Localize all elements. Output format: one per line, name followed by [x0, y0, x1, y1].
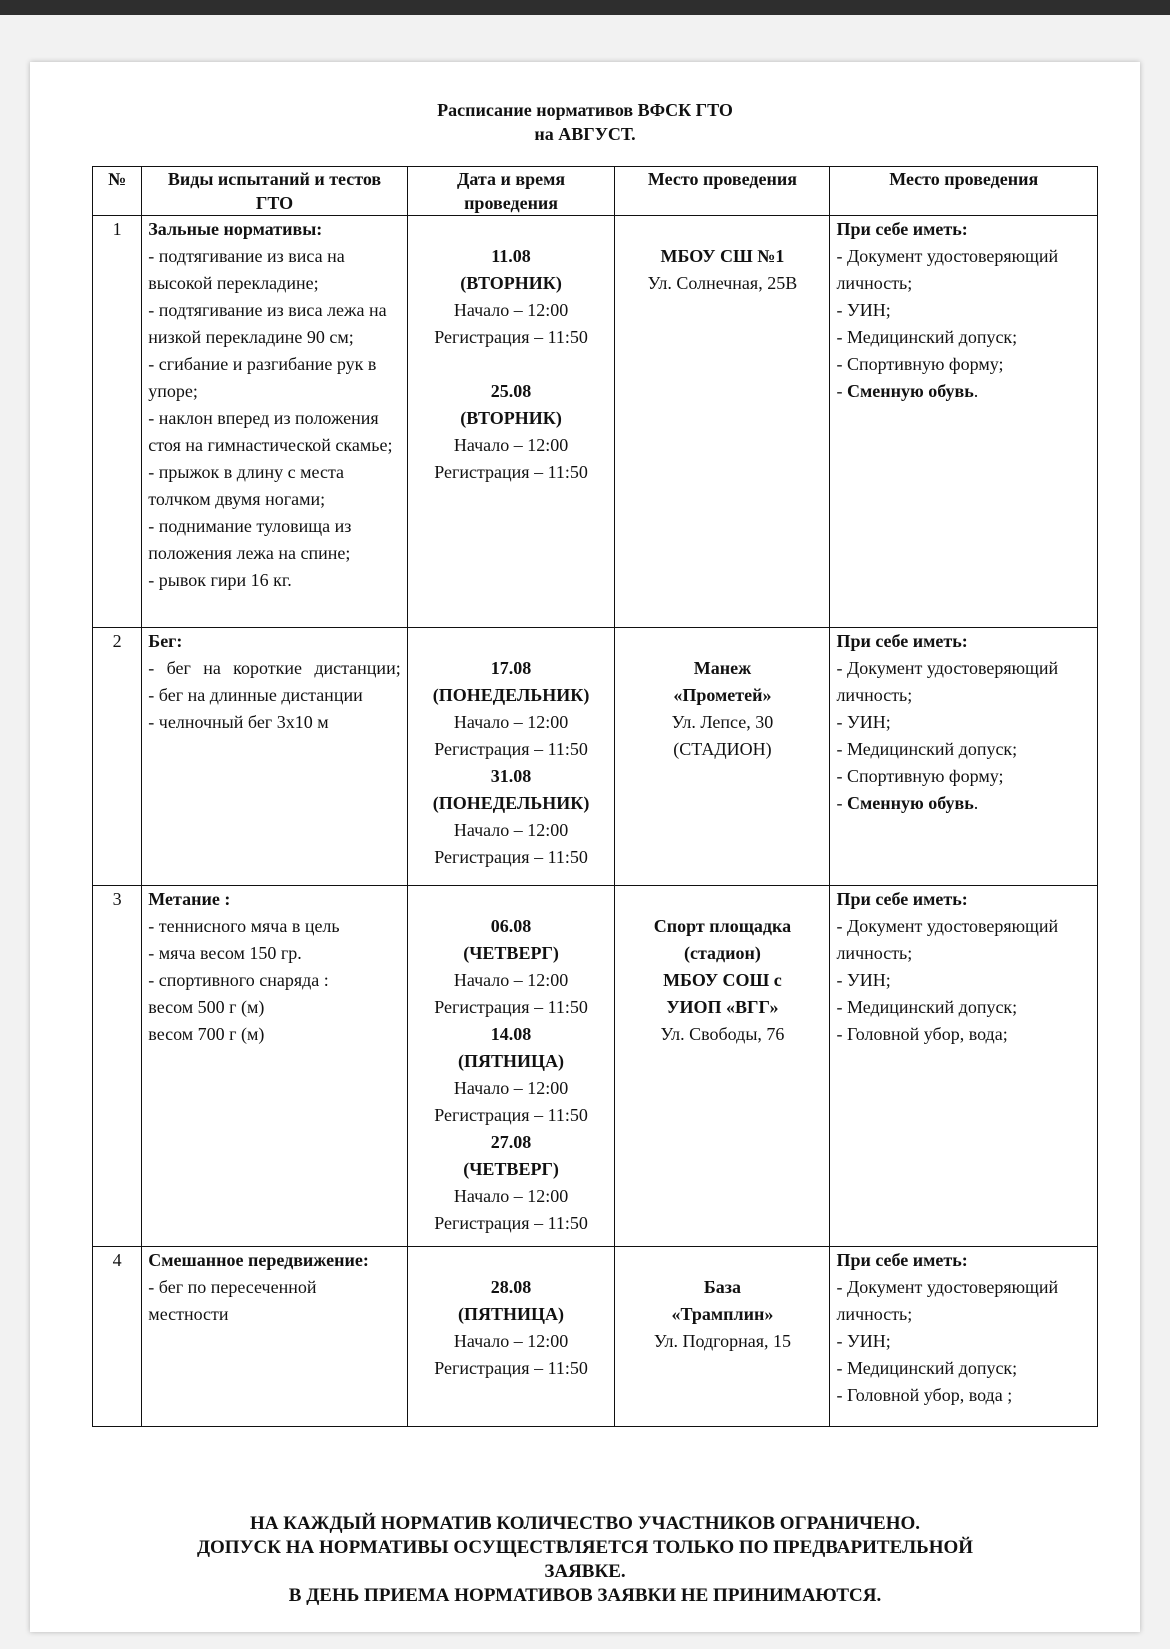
venue-cell: [615, 216, 830, 628]
spacer: [621, 1247, 823, 1274]
bring-item: - Медицинский допуск;: [836, 997, 1018, 1017]
bring-item-shoes: [836, 790, 1091, 817]
test-category: Зальные нормативы:: [148, 219, 323, 239]
venue-name: (стадион): [683, 943, 761, 963]
session-registration-time: Регистрация – 11:50: [434, 739, 588, 759]
bring-item: - Медицинский допуск;: [836, 739, 1018, 759]
session-date: 25.08: [490, 381, 532, 401]
bring-item: - Головной убор, вода ;: [836, 1385, 1013, 1405]
document-title: [30, 98, 1140, 146]
session-start-time: Начало – 12:00: [453, 1078, 569, 1098]
bring-item: - Спортивную форму;: [836, 766, 1004, 786]
row-number: 4: [93, 1247, 142, 1427]
bring-title: При себе иметь:: [836, 631, 968, 651]
session-registration-time: Регистрация – 11:50: [434, 1358, 588, 1378]
test-item: - челночный бег 3х10 м: [148, 712, 329, 732]
session-registration-time: Регистрация – 11:50: [434, 462, 588, 482]
bring-title: При себе иметь:: [836, 219, 968, 239]
test-item: - наклон вперед из положения стоя на гимнастической скамье;: [148, 408, 393, 455]
title-line-1: Расписание нормативов ВФСК ГТО: [437, 100, 733, 120]
session-weekday: (ПОНЕДЕЛЬНИК): [432, 685, 590, 705]
venue-address: Ул. Лепсе, 30: [671, 712, 774, 732]
test-item: - поднимание туловища из положения лежа на спине;: [148, 516, 352, 563]
test-item: - подтягивание из виса на высокой перекладине;: [148, 246, 345, 293]
test-item: - прыжок в длину с места толчком двумя ногами;: [148, 462, 345, 509]
bring-period: .: [973, 381, 979, 401]
notice-line-2: ДОПУСК НА НОРМАТИВЫ ОСУЩЕСТВЛЯЕТСЯ ТОЛЬКО ПО ПРЕДВАРИТЕЛЬНОЙ ЗАЯВКЕ.: [196, 1537, 974, 1582]
session-weekday: (ПЯТНИЦА): [458, 1051, 565, 1071]
bring-item-shoes: [836, 378, 1091, 405]
table-row: [93, 1247, 1098, 1427]
test-item: весом 700 г (м): [148, 1024, 265, 1044]
test-item: - мяча весом 150 гр.: [148, 943, 302, 963]
datetime-cell: [407, 1247, 615, 1427]
table-header-row: [93, 167, 1098, 216]
session-start-time: Начало – 12:00: [453, 1331, 569, 1351]
bring-item: - Спортивную форму;: [836, 354, 1004, 374]
venue-address: Ул. Свободы, 76: [660, 1024, 785, 1044]
test-cell: [142, 886, 407, 1247]
session-date: 28.08: [490, 1277, 532, 1297]
test-item: - бег на короткие дистанции;: [148, 658, 401, 678]
venue-cell: [615, 886, 830, 1247]
session-weekday: (ЧЕТВЕРГ): [463, 943, 559, 963]
session-date: 06.08: [490, 916, 532, 936]
spacer: [414, 216, 609, 243]
header-num: №: [93, 167, 142, 216]
row-number: 3: [93, 886, 142, 1247]
session-start-time: Начало – 12:00: [453, 1186, 569, 1206]
session-start-time: Начало – 12:00: [453, 435, 569, 455]
test-cell: [142, 216, 407, 628]
title-line-2: на АВГУСТ.: [534, 124, 636, 144]
spacer: [621, 628, 823, 655]
test-category: Метание :: [148, 889, 231, 909]
session-registration-time: Регистрация – 11:50: [434, 1105, 588, 1125]
bring-item: - УИН;: [836, 970, 891, 990]
test-item: - спортивного снаряда :: [148, 970, 329, 990]
bring-item: - УИН;: [836, 1331, 891, 1351]
venue-cell: [615, 628, 830, 886]
venue-name: «Трамплин»: [671, 1304, 774, 1324]
test-item: весом 500 г (м): [148, 997, 265, 1017]
test-item: - бег по пересеченной местности: [148, 1277, 317, 1324]
bring-period: .: [973, 793, 979, 813]
header-tests: Виды испытаний и тестов ГТО: [142, 167, 407, 216]
session-weekday: (ПОНЕДЕЛЬНИК): [432, 793, 590, 813]
header-place: Место проведения: [615, 167, 830, 216]
bring-title: При себе иметь:: [836, 889, 968, 909]
session-date: 17.08: [490, 658, 532, 678]
venue-name: МБОУ СОШ с: [663, 970, 782, 990]
bring-item: - Документ удостоверяющий личность;: [836, 246, 1059, 293]
bring-cell: [830, 628, 1098, 886]
session-date: 11.08: [491, 246, 531, 266]
bring-shoes-text: Сменную обувь: [846, 381, 974, 401]
bring-cell: [830, 216, 1098, 628]
test-item: - теннисного мяча в цель: [148, 916, 340, 936]
session-start-time: Начало – 12:00: [453, 300, 569, 320]
bring-dash: -: [836, 381, 847, 401]
test-item: - рывок гири 16 кг.: [148, 570, 292, 590]
venue-name: МБОУ СШ №1: [660, 246, 785, 266]
session-weekday: (ПЯТНИЦА): [458, 1304, 565, 1324]
notice-line-3: В ДЕНЬ ПРИЕМА НОРМАТИВОВ ЗАЯВКИ НЕ ПРИНИМАЮТСЯ.: [288, 1585, 882, 1606]
spacer: [414, 886, 609, 913]
session-date: 14.08: [490, 1024, 532, 1044]
test-category: Бег:: [148, 631, 183, 651]
bring-item: - Документ удостоверяющий личность;: [836, 658, 1059, 705]
session-start-time: Начало – 12:00: [453, 712, 569, 732]
session-weekday: (ЧЕТВЕРГ): [463, 1159, 559, 1179]
venue-name: База: [703, 1277, 741, 1297]
spacer: [414, 628, 609, 655]
test-cell: [142, 628, 407, 886]
venue-address: Ул. Подгорная, 15: [653, 1331, 792, 1351]
datetime-cell: [407, 628, 615, 886]
session-date: 27.08: [490, 1132, 532, 1152]
venue-address: (СТАДИОН): [673, 739, 772, 759]
bring-item: - УИН;: [836, 712, 891, 732]
notice-line-1: НА КАЖДЫЙ НОРМАТИВ КОЛИЧЕСТВО УЧАСТНИКОВ ОГРАНИЧЕНО.: [249, 1513, 921, 1534]
spacer: [621, 886, 823, 913]
bring-item: - УИН;: [836, 300, 891, 320]
test-item: - сгибание и разгибание рук в упоре;: [148, 354, 377, 401]
spacer: [621, 216, 823, 243]
bring-shoes-text: Сменную обувь: [846, 793, 974, 813]
venue-address: Ул. Солнечная, 25В: [647, 273, 798, 293]
table-row: [93, 216, 1098, 628]
schedule-table: [92, 166, 1098, 1427]
row-number: 2: [93, 628, 142, 886]
row-number: 1: [93, 216, 142, 628]
venue-name: Манеж: [693, 658, 752, 678]
spacer: [414, 351, 609, 378]
bring-item: - Медицинский допуск;: [836, 327, 1018, 347]
venue-name: «Прометей»: [673, 685, 772, 705]
spacer: [414, 1247, 609, 1274]
viewer-top-bar: [0, 0, 1170, 15]
header-datetime: Дата и время проведения: [407, 167, 615, 216]
venue-name: УИОП «ВГГ»: [666, 997, 779, 1017]
venue-cell: [615, 1247, 830, 1427]
session-registration-time: Регистрация – 11:50: [434, 327, 588, 347]
datetime-cell: [407, 216, 615, 628]
bring-item: - Документ удостоверяющий личность;: [836, 916, 1059, 963]
test-item: - подтягивание из виса лежа на низкой перекладине 90 см;: [148, 300, 387, 347]
session-registration-time: Регистрация – 11:50: [434, 997, 588, 1017]
test-category: Смешанное передвижение:: [148, 1250, 369, 1270]
notice-footer: [30, 1512, 1140, 1608]
bring-cell: [830, 1247, 1098, 1427]
test-item: - бег на длинные дистанции: [148, 685, 363, 705]
session-date: 31.08: [490, 766, 532, 786]
session-weekday: (ВТОРНИК): [460, 408, 562, 428]
venue-name: Спорт площадка: [653, 916, 792, 936]
bring-item: - Головной убор, вода;: [836, 1024, 1008, 1044]
session-registration-time: Регистрация – 11:50: [434, 1213, 588, 1233]
table-row: [93, 886, 1098, 1247]
session-weekday: (ВТОРНИК): [460, 273, 562, 293]
bring-cell: [830, 886, 1098, 1247]
session-start-time: Начало – 12:00: [453, 970, 569, 990]
session-start-time: Начало – 12:00: [453, 820, 569, 840]
datetime-cell: [407, 886, 615, 1247]
bring-item: - Медицинский допуск;: [836, 1358, 1018, 1378]
bring-dash: -: [836, 793, 847, 813]
header-bring: Место проведения: [830, 167, 1098, 216]
session-registration-time: Регистрация – 11:50: [434, 847, 588, 867]
table-row: [93, 628, 1098, 886]
test-cell: [142, 1247, 407, 1427]
bring-item: - Документ удостоверяющий личность;: [836, 1277, 1059, 1324]
bring-title: При себе иметь:: [836, 1250, 968, 1270]
document-page: [30, 62, 1140, 1632]
